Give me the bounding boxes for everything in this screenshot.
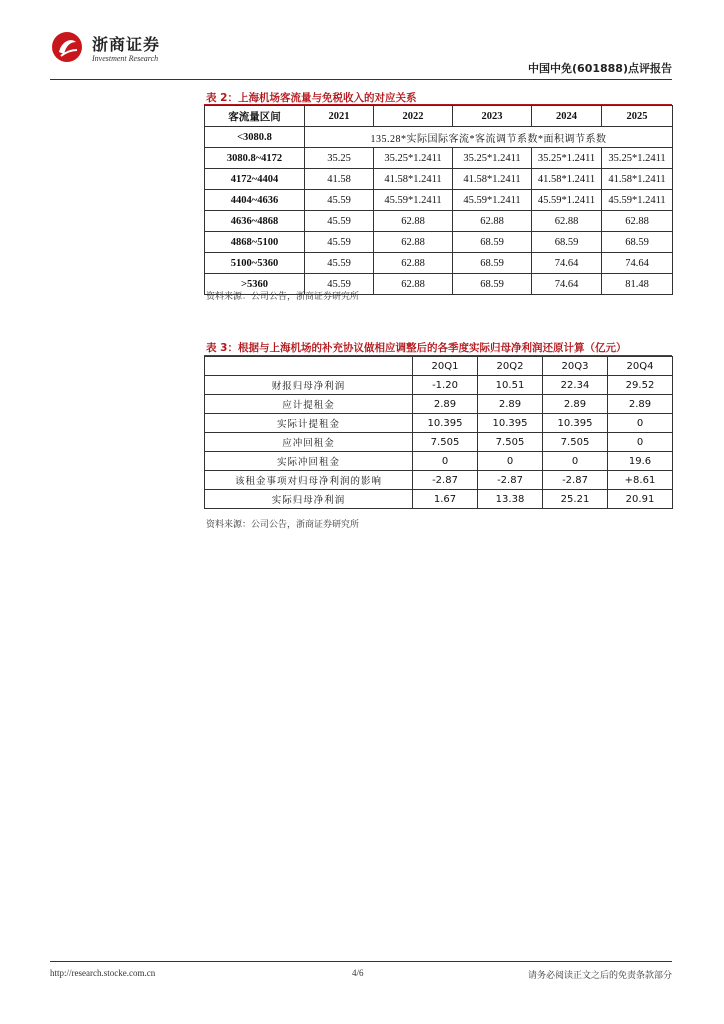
- header-cell: 20Q3: [543, 357, 608, 376]
- value-cell: 62.88: [532, 211, 602, 232]
- table-row: [205, 148, 673, 169]
- table-row: [205, 232, 673, 253]
- value-cell: 7.505: [478, 433, 543, 452]
- table-row: [205, 211, 673, 232]
- table3-source: 资料来源：公司公告，浙商证券研究所: [206, 520, 360, 530]
- value-cell: 45.59*1.2411: [532, 190, 602, 211]
- value-cell: 62.88: [374, 232, 453, 253]
- footer-disclaimer: 请务必阅读正文之后的免责条款部分: [527, 971, 672, 981]
- row-label: 4404~4636: [205, 190, 305, 211]
- value-cell: 7.505: [413, 433, 478, 452]
- table-row: [205, 452, 673, 471]
- table2-caption: 表 2：上海机场客流量与免税收入的对应关系: [206, 92, 417, 104]
- header-cell: 2022: [374, 106, 453, 127]
- header-divider: [50, 79, 672, 80]
- table-row: [205, 414, 673, 433]
- value-cell: 0: [478, 452, 543, 471]
- value-cell: 45.59: [305, 190, 374, 211]
- value-cell: 1.67: [413, 490, 478, 509]
- value-cell: 35.25*1.2411: [374, 148, 453, 169]
- value-cell: -2.87: [478, 471, 543, 490]
- table-header-row: [205, 357, 673, 376]
- value-cell: 0: [608, 433, 673, 452]
- value-cell: 22.34: [543, 376, 608, 395]
- value-cell: 62.88: [374, 253, 453, 274]
- row-label: <3080.8: [205, 127, 305, 148]
- value-cell: 41.58*1.2411: [602, 169, 673, 190]
- value-cell: 10.395: [478, 414, 543, 433]
- value-cell: 2.89: [608, 395, 673, 414]
- table-row: [205, 433, 673, 452]
- table-header-row: [205, 106, 673, 127]
- row-label: 实际冲回租金: [205, 452, 413, 471]
- value-cell: -2.87: [413, 471, 478, 490]
- merged-formula-cell: 135.28*实际国际客流*客流调节系数*面积调节系数: [305, 127, 673, 148]
- value-cell: 45.59: [305, 274, 374, 295]
- table3-caption: 表 3：根据与上海机场的补充协议做相应调整后的各季度实际归母净利润还原计算（亿元）: [206, 342, 627, 354]
- table-row: [205, 253, 673, 274]
- value-cell: 74.64: [532, 253, 602, 274]
- value-cell: 45.59: [305, 211, 374, 232]
- row-label: 该租金事项对归母净利润的影响: [205, 471, 413, 490]
- value-cell: 2.89: [478, 395, 543, 414]
- value-cell: 68.59: [453, 274, 532, 295]
- row-label: 应冲回租金: [205, 433, 413, 452]
- row-label: 4172~4404: [205, 169, 305, 190]
- value-cell: 68.59: [532, 232, 602, 253]
- net-profit-table: [204, 356, 673, 509]
- value-cell: 62.88: [374, 211, 453, 232]
- header-cell: 20Q1: [413, 357, 478, 376]
- value-cell: 62.88: [374, 274, 453, 295]
- value-cell: 74.64: [532, 274, 602, 295]
- value-cell: 45.59*1.2411: [602, 190, 673, 211]
- value-cell: -1.20: [413, 376, 478, 395]
- value-cell: 35.25*1.2411: [453, 148, 532, 169]
- value-cell: 2.89: [413, 395, 478, 414]
- row-label: 3080.8~4172: [205, 148, 305, 169]
- company-logo: [50, 30, 170, 70]
- table-row: [205, 395, 673, 414]
- table2-source: 资料来源：公司公告，浙商证券研究所: [206, 292, 360, 302]
- table-row: [205, 490, 673, 509]
- value-cell: 29.52: [608, 376, 673, 395]
- value-cell: 45.59*1.2411: [374, 190, 453, 211]
- value-cell: 41.58*1.2411: [374, 169, 453, 190]
- passenger-revenue-table: [204, 105, 673, 295]
- value-cell: 35.25*1.2411: [532, 148, 602, 169]
- value-cell: 68.59: [453, 253, 532, 274]
- header-cell: 2024: [532, 106, 602, 127]
- value-cell: 13.38: [478, 490, 543, 509]
- report-title: 中国中免(601888)点评报告: [528, 62, 672, 75]
- value-cell: 7.505: [543, 433, 608, 452]
- header-cell: 客流量区间: [205, 106, 305, 127]
- table-row: [205, 127, 673, 148]
- value-cell: 41.58: [305, 169, 374, 190]
- row-label: 4868~5100: [205, 232, 305, 253]
- row-label: 5100~5360: [205, 253, 305, 274]
- header-cell: 2023: [453, 106, 532, 127]
- value-cell: 74.64: [602, 253, 673, 274]
- row-label: >5360: [205, 274, 305, 295]
- row-label: 应计提租金: [205, 395, 413, 414]
- value-cell: 45.59*1.2411: [453, 190, 532, 211]
- table-row: [205, 376, 673, 395]
- header-cell: 2025: [602, 106, 673, 127]
- value-cell: 41.58*1.2411: [453, 169, 532, 190]
- value-cell: 68.59: [602, 232, 673, 253]
- value-cell: 25.21: [543, 490, 608, 509]
- value-cell: +8.61: [608, 471, 673, 490]
- value-cell: 0: [543, 452, 608, 471]
- row-label: 4636~4868: [205, 211, 305, 232]
- logo-chinese-text: 浙商证券: [92, 35, 161, 54]
- logo-english-text: Investment Research: [92, 54, 159, 63]
- header-cell: [205, 357, 413, 376]
- header-cell: 2021: [305, 106, 374, 127]
- table-row: [205, 169, 673, 190]
- value-cell: 19.6: [608, 452, 673, 471]
- page-number: 4/6: [352, 968, 364, 978]
- value-cell: 10.395: [543, 414, 608, 433]
- value-cell: 10.395: [413, 414, 478, 433]
- value-cell: 68.59: [453, 232, 532, 253]
- value-cell: -2.87: [543, 471, 608, 490]
- table-row: [205, 471, 673, 490]
- value-cell: 81.48: [602, 274, 673, 295]
- row-label: 实际计提租金: [205, 414, 413, 433]
- row-label: 财报归母净利润: [205, 376, 413, 395]
- header-cell: 20Q4: [608, 357, 673, 376]
- header-cell: 20Q2: [478, 357, 543, 376]
- footer-divider: [50, 961, 672, 962]
- table-row: [205, 190, 673, 211]
- value-cell: 45.59: [305, 232, 374, 253]
- value-cell: 35.25: [305, 148, 374, 169]
- value-cell: 10.51: [478, 376, 543, 395]
- value-cell: 62.88: [453, 211, 532, 232]
- row-label: 实际归母净利润: [205, 490, 413, 509]
- value-cell: 0: [608, 414, 673, 433]
- value-cell: 62.88: [602, 211, 673, 232]
- value-cell: 20.91: [608, 490, 673, 509]
- value-cell: 0: [413, 452, 478, 471]
- value-cell: 2.89: [543, 395, 608, 414]
- value-cell: 41.58*1.2411: [532, 169, 602, 190]
- logo-mark-icon: [50, 30, 84, 64]
- value-cell: 35.25*1.2411: [602, 148, 673, 169]
- footer-url-link[interactable]: http://research.stocke.com.cn: [50, 968, 156, 978]
- value-cell: 45.59: [305, 253, 374, 274]
